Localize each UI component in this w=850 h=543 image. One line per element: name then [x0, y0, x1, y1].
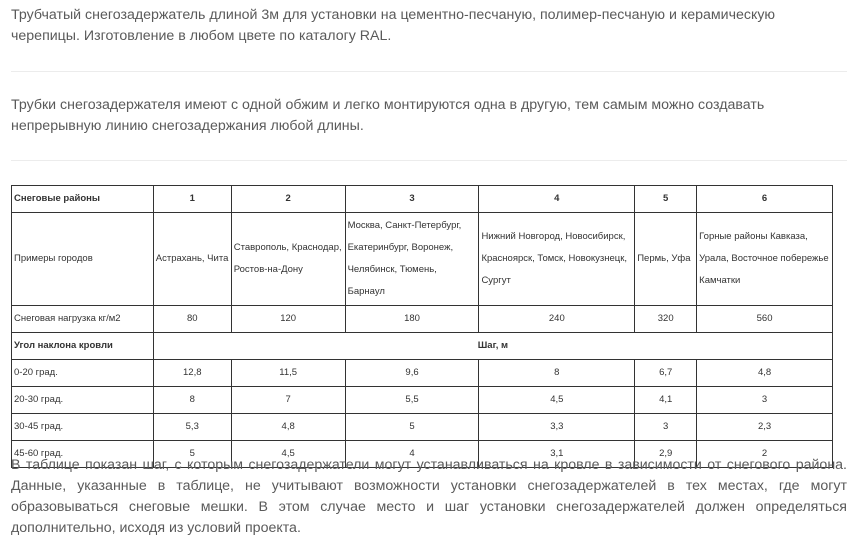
- step-cell: 2: [697, 441, 833, 468]
- load-region-5: 320: [635, 306, 697, 333]
- cities-label: Примеры городов: [12, 213, 154, 306]
- step-cell: 2,3: [697, 414, 833, 441]
- cities-region-4: [479, 213, 635, 306]
- step-label: Шаг, м: [153, 333, 832, 360]
- region-5: 5: [635, 186, 697, 213]
- table-row-cities: [12, 213, 833, 306]
- table-row-load: [12, 306, 833, 333]
- load-region-1: 80: [153, 306, 231, 333]
- city-line: Камчатки: [699, 275, 741, 286]
- city-line: Ростов-на-Дону: [233, 264, 303, 275]
- angle-cell: 0-20 град.: [12, 360, 154, 387]
- step-cell: 4,1: [635, 387, 697, 414]
- load-region-6: 560: [697, 306, 833, 333]
- step-cell: 4,5: [231, 441, 345, 468]
- cities-region-3: [345, 213, 479, 306]
- step-cell: 3: [635, 414, 697, 441]
- angle-cell: 45-60 град.: [12, 441, 154, 468]
- step-cell: 7: [231, 387, 345, 414]
- city-line: Нижний Новгород, Новосибирск,: [481, 231, 626, 242]
- header-regions-label: Снеговые районы: [12, 186, 154, 213]
- step-cell: 5: [345, 414, 479, 441]
- divider-1: [11, 71, 847, 72]
- footer-paragraph: В таблице показан шаг, с которым снегозадержатели могут устанавливаться на кровле в зависимости от снегового района. Данные, указанные в таблице, не учитывают возможности установки снегозадержателей в тех местах, где могут образовываться снеговые мешки. В этом случае место и шаг установки снегозадержателей должен определяться дополнительно, исходя из условий проекта.: [11, 457, 847, 536]
- region-6: 6: [697, 186, 833, 213]
- cities-region-1: [153, 213, 231, 306]
- step-cell: 12,8: [153, 360, 231, 387]
- load-region-2: 120: [231, 306, 345, 333]
- table-row: [12, 387, 833, 414]
- region-4: 4: [479, 186, 635, 213]
- step-cell: 5,3: [153, 414, 231, 441]
- step-cell: 6,7: [635, 360, 697, 387]
- city-line: Урала, Восточное побережье: [699, 253, 829, 264]
- step-cell: 9,6: [345, 360, 479, 387]
- cities-region-5: [635, 213, 697, 306]
- step-cell: 3,1: [479, 441, 635, 468]
- region-2: 2: [231, 186, 345, 213]
- region-3: 3: [345, 186, 479, 213]
- table-row-regions: [12, 186, 833, 213]
- load-region-4: 240: [479, 306, 635, 333]
- city-line: Сургут: [481, 275, 511, 286]
- table-row: [12, 414, 833, 441]
- load-region-3: 180: [345, 306, 479, 333]
- angle-cell: 30-45 град.: [12, 414, 154, 441]
- angle-label: Угол наклона кровли: [12, 333, 154, 360]
- city-line: Ставрополь, Краснодар,: [233, 242, 342, 253]
- step-cell: 4,5: [479, 387, 635, 414]
- step-cell: 5,5: [345, 387, 479, 414]
- region-1: 1: [153, 186, 231, 213]
- angle-cell: 20-30 град.: [12, 387, 154, 414]
- step-cell: 11,5: [231, 360, 345, 387]
- city-line: Челябинск, Тюмень, Барнаул: [347, 264, 437, 297]
- step-cell: 3: [697, 387, 833, 414]
- step-cell: 4,8: [697, 360, 833, 387]
- load-label: Снеговая нагрузка кг/м2: [12, 306, 154, 333]
- table-row: [12, 360, 833, 387]
- city-line: Екатеринбург, Воронеж,: [347, 242, 454, 253]
- city-line: Пермь, Уфа: [637, 253, 691, 264]
- step-cell: 4: [345, 441, 479, 468]
- step-cell: 3,3: [479, 414, 635, 441]
- snow-load-table: [11, 185, 833, 468]
- step-cell: 8: [153, 387, 231, 414]
- city-line: Горные районы Кавказа,: [699, 231, 808, 242]
- city-line: Красноярск, Томск, Новокузнецк,: [481, 253, 627, 264]
- city-line: Москва, Санкт-Петербург,: [347, 220, 462, 231]
- intro-paragraph-1: Трубчатый снегозадержатель длиной 3м для установки на цементно-песчаную, полимер-песчаную и керамическую черепицы. Изготовление в любом цвете по каталогу RAL.: [11, 7, 776, 44]
- step-cell: 8: [479, 360, 635, 387]
- step-cell: 4,8: [231, 414, 345, 441]
- city-line: Астрахань, Чита: [155, 253, 229, 264]
- cities-region-2: [231, 213, 345, 306]
- table-row-angle-header: [12, 333, 833, 360]
- step-cell: 5: [153, 441, 231, 468]
- intro-paragraph-2: Трубки снегозадержателя имеют с одной обжим и легко монтируются одна в другую, тем самым можно создавать непрерывную линию снегозадержания любой длины.: [11, 97, 765, 134]
- step-cell: 2,9: [635, 441, 697, 468]
- divider-2: [11, 160, 847, 161]
- cities-region-6: [697, 213, 833, 306]
